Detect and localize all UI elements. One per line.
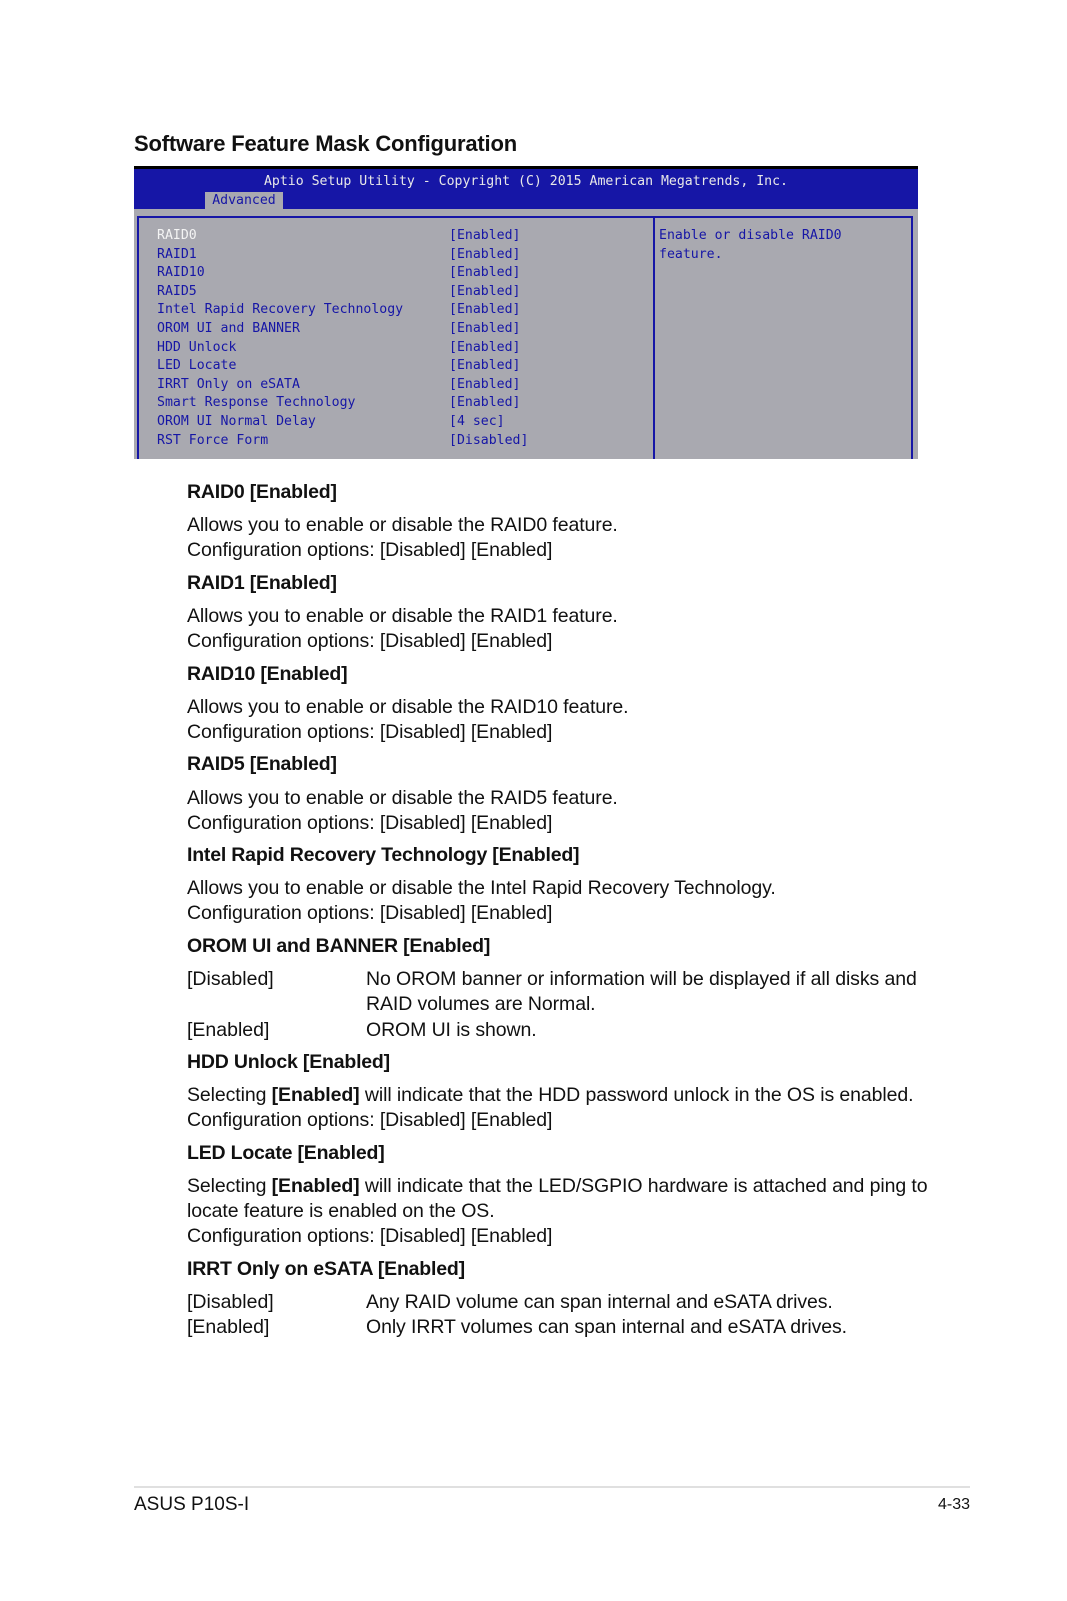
bios-item-label: RAID1: [157, 246, 197, 262]
section-options: Configuration options: [Disabled] [Enabled]: [187, 902, 553, 924]
section-desc: Allows you to enable or disable the RAID0 feature.: [187, 514, 618, 536]
bios-item-value[interactable]: [Disabled]: [449, 432, 529, 448]
bios-item-irrt[interactable]: [157, 301, 637, 319]
bios-item-value[interactable]: [Enabled]: [449, 283, 521, 299]
desc-emphasis: [Enabled]: [271, 1084, 360, 1106]
section-desc: [187, 1084, 913, 1107]
section-title-irrt: Intel Rapid Recovery Technology [Enabled]: [187, 844, 580, 866]
option-key-enabled: [Enabled]: [187, 1019, 270, 1041]
bios-help-text: Enable or disable RAID0 feature.: [659, 228, 842, 262]
bios-header: [134, 166, 918, 209]
bios-item-label: RAID10: [157, 265, 205, 281]
section-desc: Allows you to enable or disable the Intel Rapid Recovery Technology.: [187, 877, 776, 899]
desc-emphasis: [Enabled]: [271, 1175, 360, 1197]
section-title-raid10: RAID10 [Enabled]: [187, 663, 348, 685]
bios-item-value[interactable]: [Enabled]: [449, 395, 521, 411]
bios-screenshot: [134, 166, 918, 459]
option-desc: RAID volumes are Normal.: [366, 993, 596, 1015]
bios-item-label: Intel Rapid Recovery Technology: [157, 302, 404, 318]
bios-item-smart-response[interactable]: [157, 394, 637, 412]
bios-item-value[interactable]: [Enabled]: [449, 246, 521, 262]
desc-text: Selecting: [187, 1084, 272, 1106]
bios-item-label: HDD Unlock: [157, 339, 237, 355]
bios-item-label: OROM UI Normal Delay: [157, 414, 316, 429]
bios-item-label: RAID0: [157, 228, 197, 243]
bios-item-value[interactable]: [Enabled]: [449, 321, 521, 336]
section-title-led-locate: LED Locate [Enabled]: [187, 1142, 385, 1164]
bios-item-value[interactable]: [Enabled]: [449, 228, 521, 243]
footer-product-name: ASUS P10S-I: [134, 1494, 250, 1515]
section-title-irrt-esata: IRRT Only on eSATA [Enabled]: [187, 1258, 465, 1280]
section-options: Configuration options: [Disabled] [Enabled]: [187, 1225, 553, 1247]
bios-item-value[interactable]: [Enabled]: [449, 265, 521, 281]
section-desc: Allows you to enable or disable the RAID10 feature.: [187, 696, 629, 718]
bios-item-orom-ui-banner[interactable]: [157, 320, 637, 338]
option-key-disabled: [Disabled]: [187, 968, 274, 990]
bios-item-led-locate[interactable]: [157, 357, 637, 375]
bios-copyright: Aptio Setup Utility - Copyright (C) 2015 American Megatrends, Inc.: [263, 174, 788, 189]
bios-item-label: RAID5: [157, 283, 197, 299]
bios-item-value[interactable]: [Enabled]: [449, 358, 521, 374]
option-key-disabled: [Disabled]: [187, 1291, 274, 1313]
section-options: Configuration options: [Disabled] [Enabled]: [187, 630, 553, 652]
bios-item-hdd-unlock[interactable]: [157, 339, 637, 357]
bios-item-label: OROM UI and BANNER: [157, 321, 300, 336]
option-key-enabled: [Enabled]: [187, 1316, 270, 1338]
bios-item-label: IRRT Only on eSATA: [157, 376, 300, 392]
option-desc: OROM UI is shown.: [366, 1019, 537, 1041]
bios-item-label: LED Locate: [157, 358, 237, 374]
desc-text: will indicate that the LED/SGPIO hardware is attached and ping to: [359, 1175, 928, 1197]
section-title-raid1: RAID1 [Enabled]: [187, 572, 337, 594]
section-options: Configuration options: [Disabled] [Enabled]: [187, 539, 553, 561]
section-title-hdd-unlock: HDD Unlock [Enabled]: [187, 1051, 390, 1073]
bios-item-orom-delay[interactable]: [157, 413, 637, 431]
tab-advanced[interactable]: Advanced: [205, 192, 283, 210]
section-options: Configuration options: [Disabled] [Enabled]: [187, 812, 553, 834]
section-options: Configuration options: [Disabled] [Enabled]: [187, 1109, 553, 1131]
option-desc: Only IRRT volumes can span internal and eSATA drives.: [366, 1316, 847, 1338]
bios-item-rst-force-form[interactable]: [157, 432, 637, 450]
bios-item-raid1[interactable]: [157, 246, 637, 264]
section-desc: Allows you to enable or disable the RAID1 feature.: [187, 605, 618, 627]
desc-text: will indicate that the HDD password unlock in the OS is enabled.: [359, 1084, 914, 1106]
section-desc: [187, 1175, 927, 1198]
section-title-raid5: RAID5 [Enabled]: [187, 753, 337, 775]
bios-item-raid5[interactable]: [157, 283, 637, 301]
bios-item-value[interactable]: [Enabled]: [449, 376, 521, 392]
option-desc: No OROM banner or information will be displayed if all disks and: [366, 968, 917, 990]
section-options: Configuration options: [Disabled] [Enabled]: [187, 721, 553, 743]
bios-item-label: RST Force Form: [157, 432, 269, 448]
bios-item-label: Smart Response Technology: [157, 395, 356, 411]
section-desc-line2: locate feature is enabled on the OS.: [187, 1200, 495, 1222]
bios-item-value[interactable]: [Enabled]: [449, 339, 521, 355]
bios-item-value[interactable]: [Enabled]: [449, 302, 521, 318]
bios-divider: [653, 216, 655, 459]
footer-page-number: 4-33: [937, 1496, 970, 1513]
bios-item-raid0[interactable]: [157, 227, 637, 245]
bios-item-raid10[interactable]: [157, 264, 637, 282]
page-title: Software Feature Mask Configuration: [134, 131, 517, 156]
section-title-orom: OROM UI and BANNER [Enabled]: [187, 935, 491, 957]
option-desc: Any RAID volume can span internal and eSATA drives.: [366, 1291, 833, 1313]
bios-item-value[interactable]: [4 sec]: [449, 414, 505, 429]
section-title-raid0: RAID0 [Enabled]: [187, 481, 337, 503]
bios-item-irrt-esata[interactable]: [157, 376, 637, 394]
desc-text: Selecting: [187, 1175, 272, 1197]
footer-divider: [134, 1486, 970, 1488]
section-desc: Allows you to enable or disable the RAID5 feature.: [187, 787, 618, 809]
